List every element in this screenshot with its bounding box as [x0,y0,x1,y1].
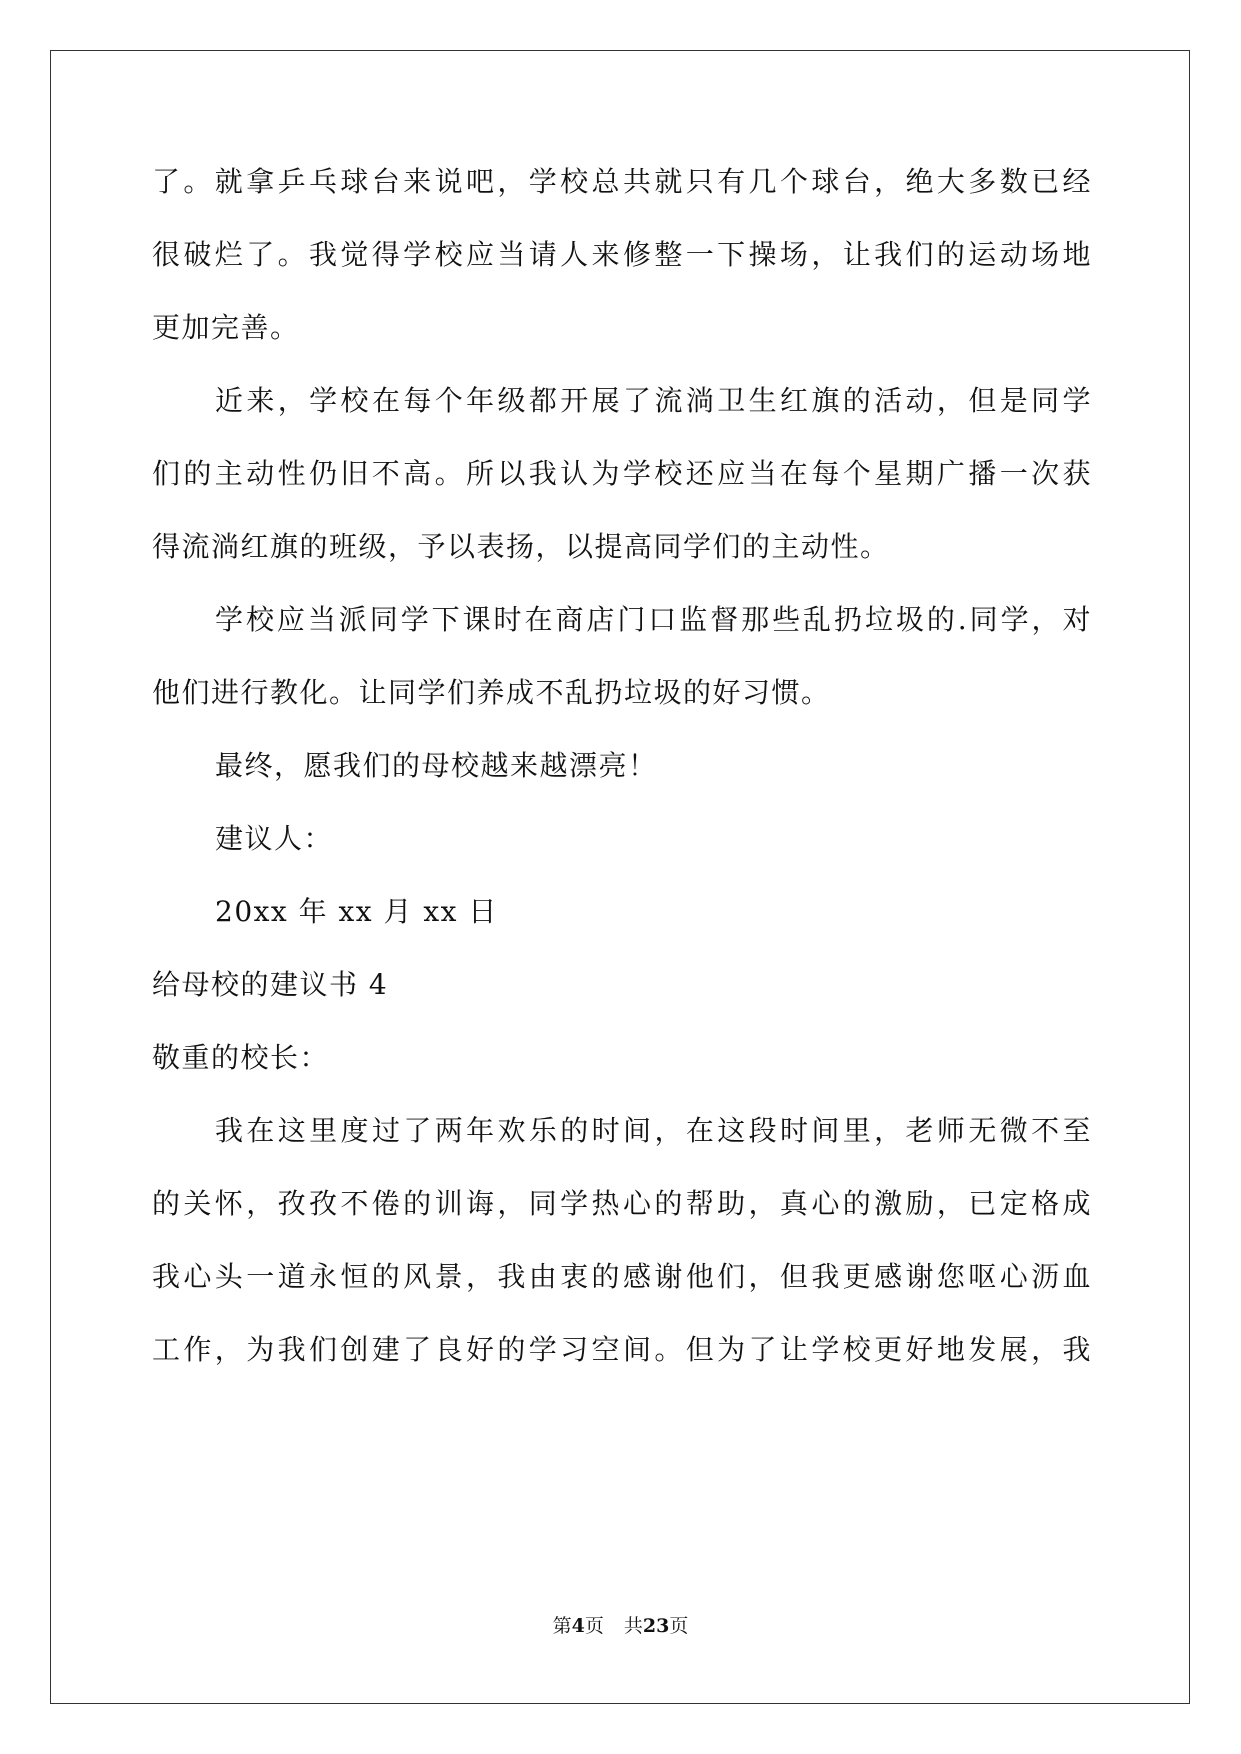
body-line: 我心头一道永恒的风景，我由衷的感谢他们，但我更感谢您呕心沥血 [152,1260,1092,1293]
paragraph-first-line: 近来，学校在每个年级都开展了流淌卫生红旗的活动，但是同学 [215,384,1092,417]
body-line: 们的主动性仍旧不高。所以我认为学校还应当在每个星期广播一次获 [152,457,1092,490]
body-line: 更加完善。 [152,311,300,344]
closing-line: 最终，愿我们的母校越来越漂亮！ [215,749,658,782]
body-line: 工作，为我们创建了良好的学习空间。但为了让学校更好地发展，我 [152,1333,1092,1366]
page-frame [50,50,1190,1704]
body-line: 很破烂了。我觉得学校应当请人来修整一下操场，让我们的运动场地 [152,238,1092,271]
body-line: 了。就拿乒乓球台来说吧，学校总共就只有几个球台，绝大多数已经 [152,165,1092,198]
page-footer [0,1614,1241,1638]
section-title: 给母校的建议书 4 [152,968,389,1001]
body-line: 他们进行教化。让同学们养成不乱扔垃圾的好习惯。 [152,676,831,709]
paragraph-first-line: 我在这里度过了两年欢乐的时间，在这段时间里，老师无微不至 [215,1114,1092,1147]
page-prefix: 第 [552,1615,572,1637]
page-number: 4 [571,1615,585,1637]
salutation: 敬重的校长： [152,1041,330,1074]
total-prefix: 共 [623,1615,643,1637]
body-line: 得流淌红旗的班级，予以表扬，以提高同学们的主动性。 [152,530,890,563]
signature-label: 建议人： [215,822,334,855]
total-pages: 23 [642,1615,670,1637]
body-line: 的关怀，孜孜不倦的训诲，同学热心的帮助，真心的激励，已定格成 [152,1187,1092,1220]
page-suffix: 页 [584,1615,604,1637]
total-suffix: 页 [669,1615,689,1637]
paragraph-first-line: 学校应当派同学下课时在商店门口监督那些乱扔垃圾的.同学，对 [215,603,1092,636]
date-line: 20xx 年 xx 月 xx 日 [215,895,498,928]
